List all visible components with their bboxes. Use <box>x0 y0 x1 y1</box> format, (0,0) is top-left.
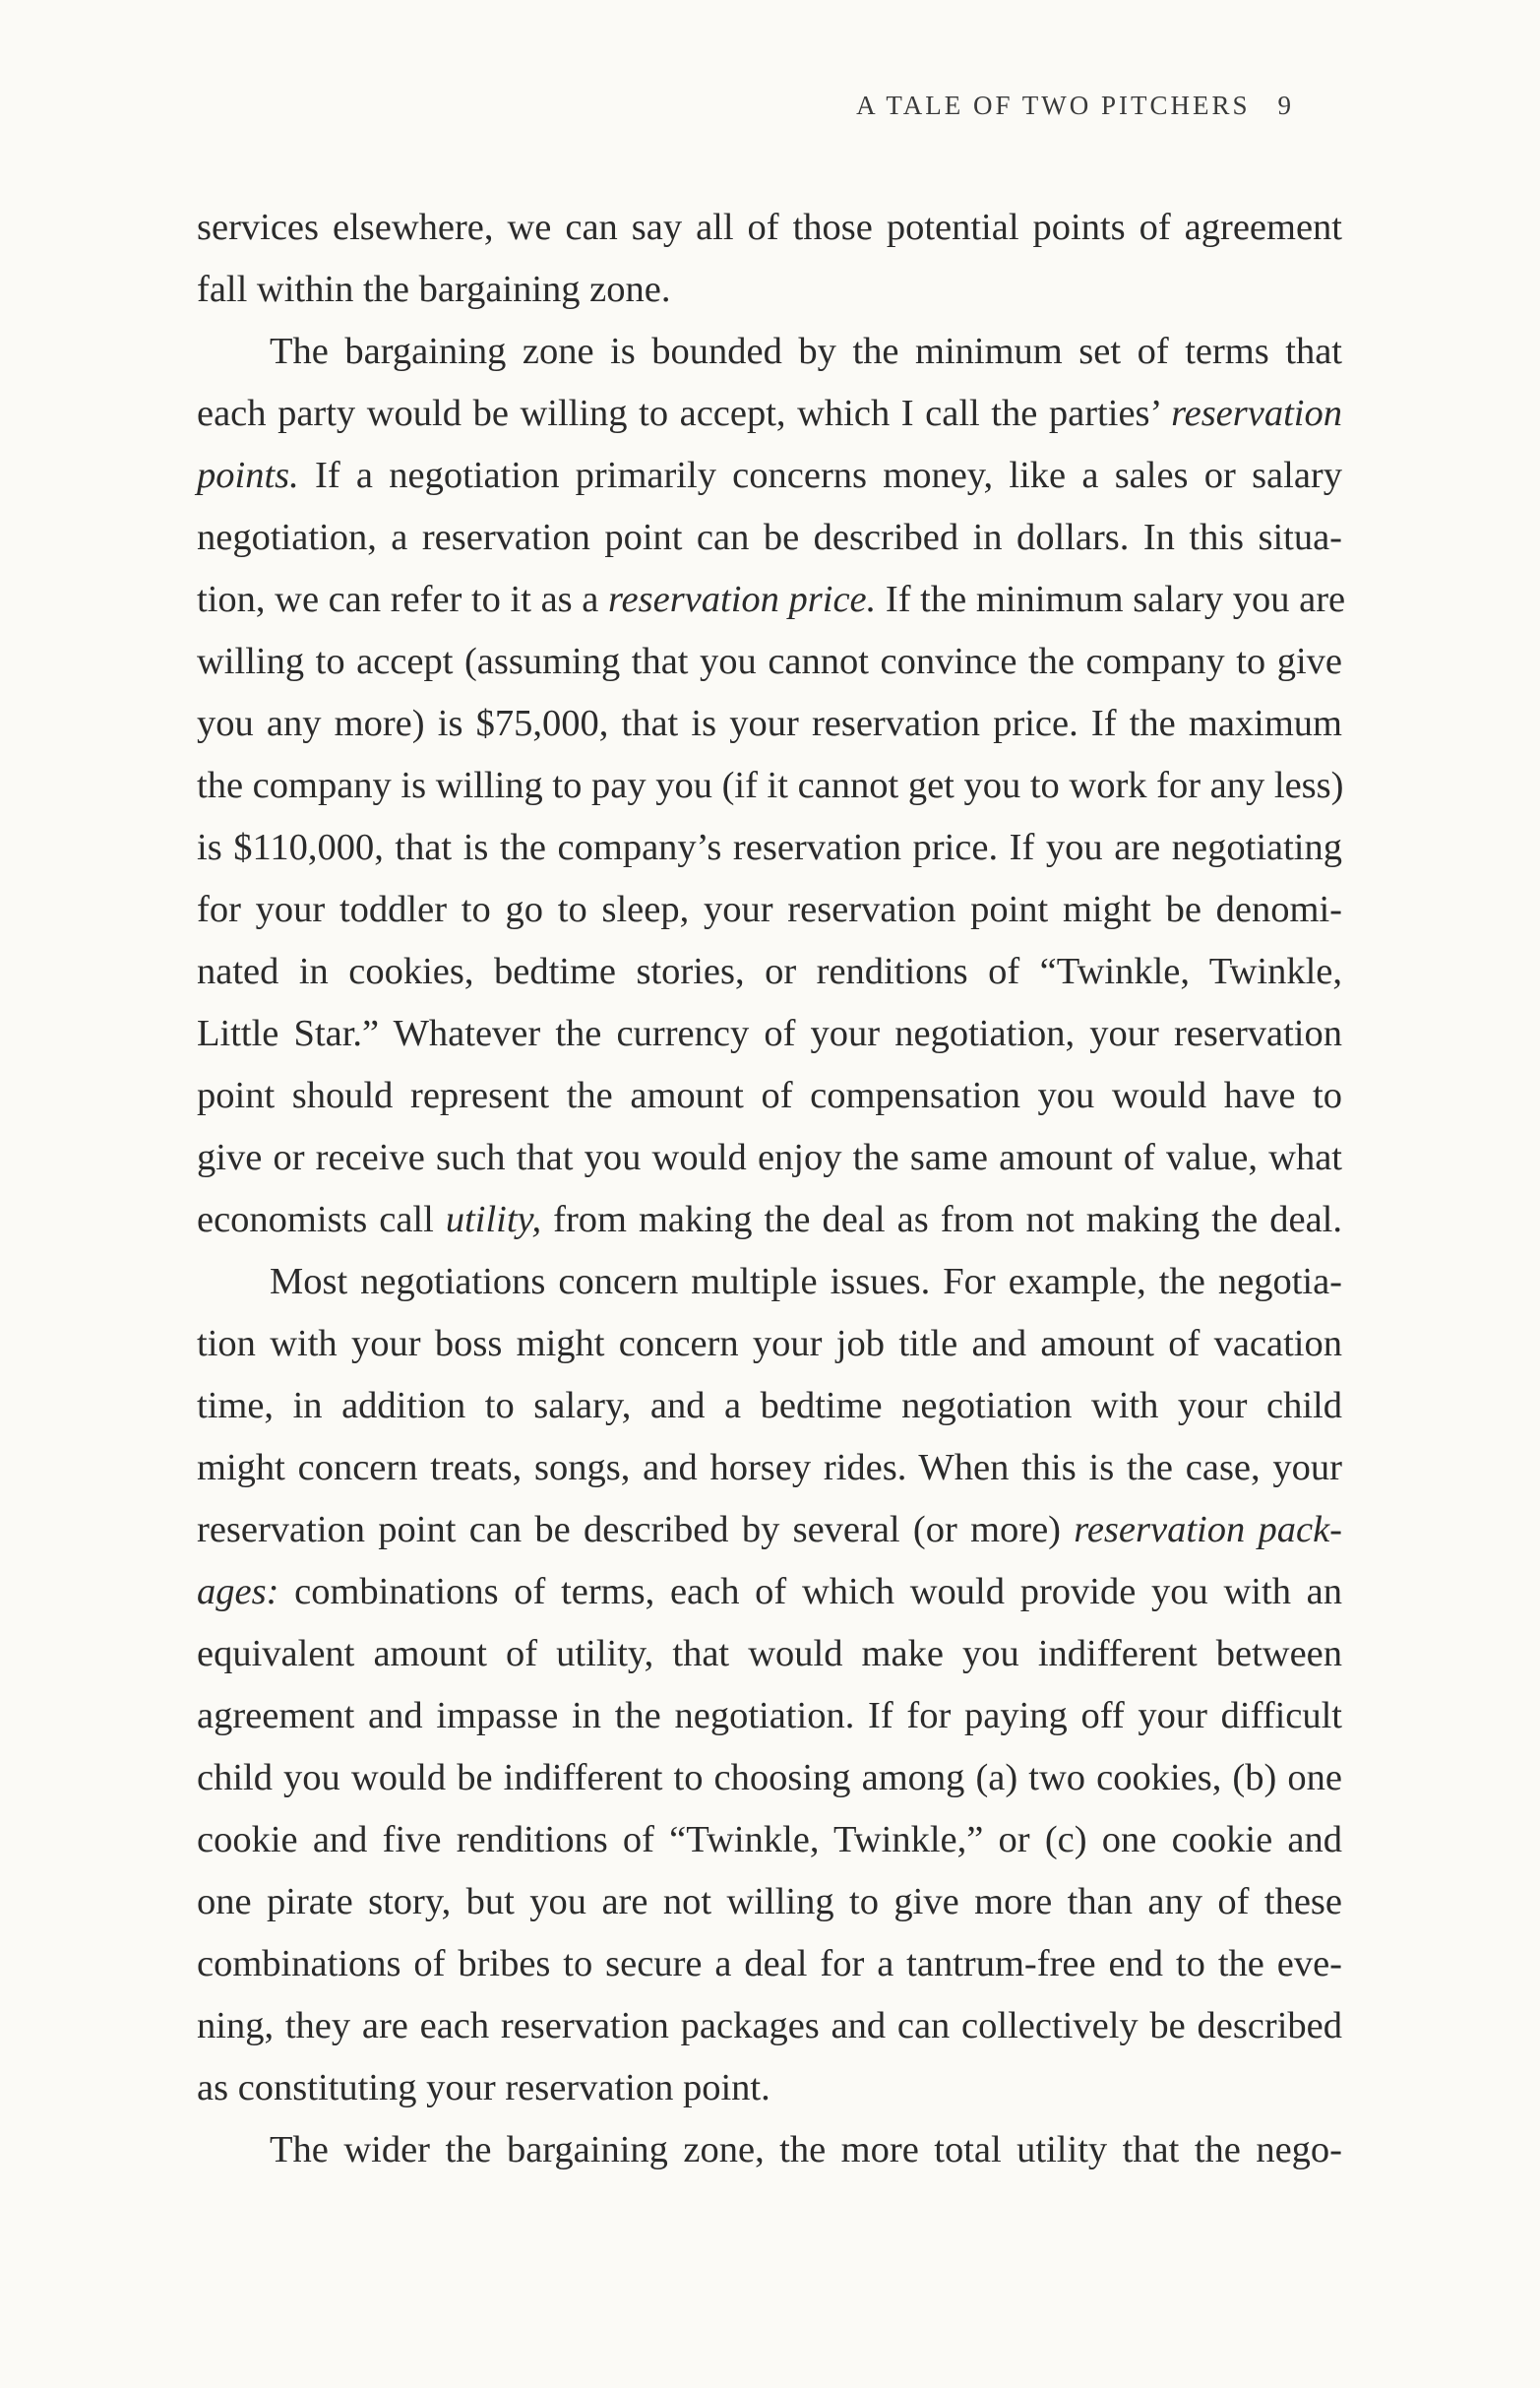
text-line: nated in cookies, bedtime stories, or renditions of “Twinkle, Twinkle, <box>197 951 1342 992</box>
text-line: services elsewhere, we can say all of those potential points of agreement <box>197 207 1342 248</box>
text-line: The bargaining zone is bounded by the minimum set of terms that <box>270 331 1342 372</box>
text-line: Most negotiations concern multiple issues. For example, the negotia- <box>270 1261 1342 1302</box>
chapter-title: A TALE OF TWO PITCHERS <box>856 91 1251 120</box>
running-head <box>856 91 1294 121</box>
text-line: ning, they are each reservation packages and can collectively be described <box>197 2005 1342 2046</box>
body-text <box>197 197 1346 2181</box>
text-line: economists call utility, from making the deal as from not making the deal. <box>197 1199 1342 1240</box>
text-line: one pirate story, but you are not willing to give more than any of these <box>197 1881 1342 1922</box>
text-line: tion, we can refer to it as a reservation price. If the minimum salary you are <box>197 579 1346 620</box>
text-line: reservation point can be described by several (or more) reservation pack- <box>197 1509 1342 1550</box>
text-line: equivalent amount of utility, that would make you indifferent between <box>197 1633 1342 1674</box>
page-number: 9 <box>1277 91 1294 120</box>
text-line: points. If a negotiation primarily concerns money, like a sales or salary <box>197 455 1343 496</box>
text-line: agreement and impasse in the negotiation. If for paying off your difficult <box>197 1695 1342 1736</box>
text-line: for your toddler to go to sleep, your reservation point might be denomi- <box>197 889 1342 930</box>
text-line: the company is willing to pay you (if it cannot get you to work for any less) <box>197 765 1344 806</box>
text-line: each party would be willing to accept, which I call the parties’ reservation <box>197 393 1342 434</box>
text-line: might concern treats, songs, and horsey rides. When this is the case, your <box>197 1447 1342 1488</box>
text-line: is $110,000, that is the company’s reservation price. If you are negotiating <box>197 827 1342 868</box>
text-line: Little Star.” Whatever the currency of your negotiation, your reservation <box>197 1013 1342 1054</box>
text-line: point should represent the amount of compensation you would have to <box>197 1075 1342 1116</box>
text-line: as constituting your reservation point. <box>197 2067 770 2108</box>
text-line: ages: combinations of terms, each of which would provide you with an <box>197 1571 1342 1612</box>
text-line: child you would be indifferent to choosing among (a) two cookies, (b) one <box>197 1757 1342 1798</box>
text-line: you any more) is $75,000, that is your reservation price. If the maximum <box>197 703 1342 744</box>
text-line: The wider the bargaining zone, the more total utility that the nego- <box>270 2129 1342 2170</box>
text-line: combinations of bribes to secure a deal for a tantrum-free end to the eve- <box>197 1943 1342 1984</box>
text-line: cookie and five renditions of “Twinkle, Twinkle,” or (c) one cookie and <box>197 1819 1342 1860</box>
text-line: negotiation, a reservation point can be described in dollars. In this situa- <box>197 517 1342 558</box>
text-line: give or receive such that you would enjoy the same amount of value, what <box>197 1137 1342 1178</box>
text-line: willing to accept (assuming that you cannot convince the company to give <box>197 641 1342 682</box>
text-line: tion with your boss might concern your job title and amount of vacation <box>197 1323 1342 1364</box>
text-line: time, in addition to salary, and a bedtime negotiation with your child <box>197 1385 1342 1426</box>
text-line: fall within the bargaining zone. <box>197 269 671 310</box>
